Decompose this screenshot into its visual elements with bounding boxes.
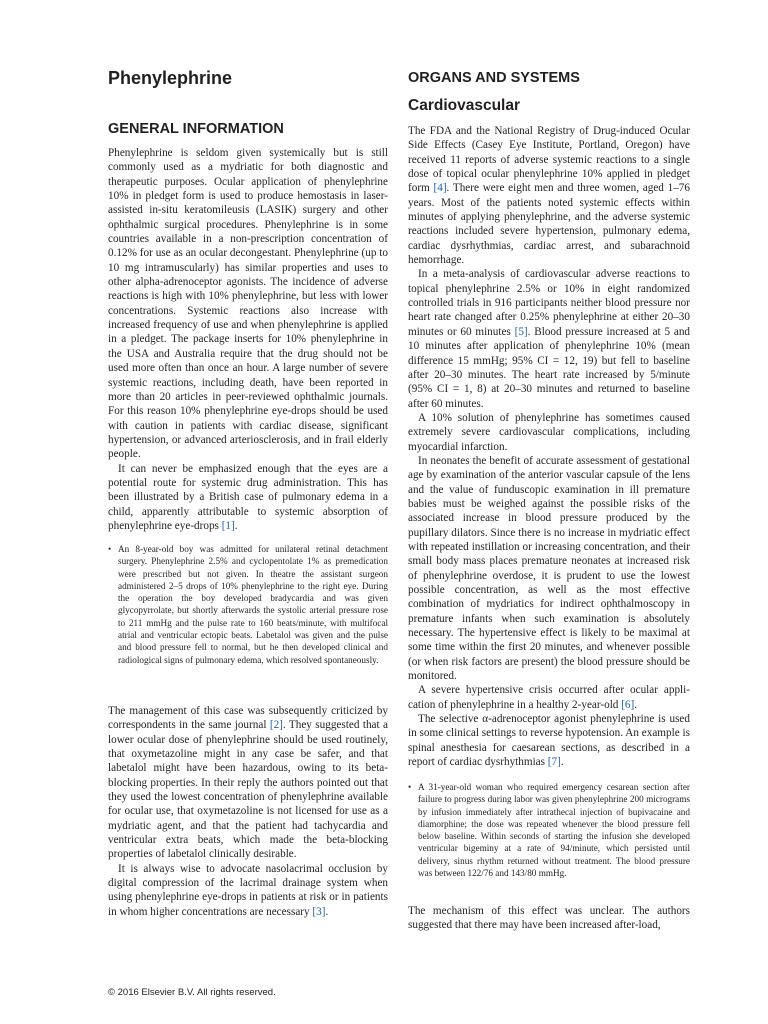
reference-link-1[interactable]: [1]: [221, 519, 235, 532]
drug-title: Phenylephrine: [108, 68, 233, 88]
reference-link-3[interactable]: [3]: [312, 905, 326, 918]
general-paragraph-3: The management of this case was subsequently criticized by correspondents in the same journal [2]. They suggested that a lower ocular dose of phenylephrine should be used routinely, that oxymetazoline might in any case be safer, and that labetalol might have been hazardous, owing to its beta-blocking properties. In their reply the authors pointed out that they used the lowest concentration of phenylephrine available for ocular use, that oxymetazoline is not licensed for use as a mydriatic agent, and that the patient had tachycardia and ventricular extra beats, which made the beta-blocking properties of labetalol clinically desirable.: [108, 705, 388, 861]
case-report-1-text: • An 8-year-old boy was admitted for unilateral retinal detachment surgery. Phenylephrine 2.5% and cyclopentolate 1% as premedication were prescribed but not given. In theatre the assistant surgeon administered 2–5 drops of 10% phenylephrine to the right eye. During the operation the boy developed bradycardia and was given glycopyrrolate, but shortly afterwards the systolic arterial pressure rose to 211 mmHg and the pulse rate to 160 beats/minute, with multifocal atrial and ventricular ectopic beats. Labetalol was given and the pulse and blood pressure fell to normal, but he then developed clinical and radiological signs of pulmonary edema, which resolved spontaneously.: [108, 544, 388, 665]
general-paragraph-1: Phenylephrine is seldom given systemically but is still commonly used as a mydriatic for both diagnostic and therapeutic purposes. Ocular application of phenylephrine 10% in pledget form is used to produce hemostasis in laser-assisted in-situ keratomileusis (LASIK) surgery and other ophthalmic surgical procedures. Phenylephrine is in some countries available in a non-prescription concentration of 0.12% for use as an ocular decongestant. Phenylephrine (up to 10 mg intramuscularly) has similar properties and uses to other alpha-adrenoceptor agonists. The incidence of adverse reactions is high with 10% phenylephrine, but less with lower concentrations. Systemic reactions also increase with increased frequency of use and when phenylephrine is applied in a pledget. The package inserts for 10% phenylephrine in the USA and Australia require that the drug should not be used more often than once an hour. A large number of severe systemic reactions, including death, have been reported in more than 20 articles in peer-reviewed ophthalmic journals. For this reason 10% phenylephrine eye-drops should be used with caution in patients with cardiac disease, significant hypertension, or advanced arteriosclerosis, and in frail elderly people.: [108, 147, 388, 461]
cardiovascular-subheading: Cardiovascular: [408, 97, 520, 114]
general-paragraph-2: It can never be emphasized enough that the eyes are a potential route for systemic drug administration. This has been illustrated by a British case of pulmonary edema in a child, apparently attributable to systemic absorption of phenylephrine eye-drops [1].: [108, 462, 388, 532]
case-report-1: [108, 543, 388, 666]
cardio-paragraph-2: In a meta-analysis of cardiovascular adverse reactions to topical phenylephrine 2.5% or 10% in eight randomized controlled trials in 916 participants neither blood pressure nor heart rate changed after 0.25% phenylephrine at either 20–30 minutes or 60 minutes [5]. Blood pressure increased at 5 and 10 minutes after application of phenylephrine 10% (mean difference 15 mmHg; 95% CI = 12, 19) but fell to baseline after 20–30 minutes. The heart rate increased by 5/minute (95% CI = 1, 8) at 20–30 minutes and returned to baseline after 60 minutes.: [408, 268, 691, 410]
general-information-heading: GENERAL INFORMATION: [108, 121, 284, 137]
reference-link-6[interactable]: [6]: [621, 698, 635, 711]
general-information-body-continued: [108, 704, 388, 919]
cardio-paragraph-4: In neonates the benefit of accurate assessment of gestational age by examination of the anterior vascular capsule of the lens and the value of funduscopic examination in ill premature babies must be weighed against the possible risks of the associated increase in blood pressure produced by the pupillary dilators. Since there is no increase in mydriatic effect with repeated instillation or increasing concentration, and their small body mass places premature neonates at increased risk of phenylephrine overdose, it is prudent to use the lowest possible concentration, as well as the most effective combination of mydriatics for indirect ophthalmoscopy in premature infants when such examination is absolutely necessary. The hypertensive effect is likely to be maximal at some time within the first 20 minutes, and whenever possible (or when risk factors are present) the blood pressure should be monitored.: [408, 454, 690, 683]
reference-link-7[interactable]: [7]: [547, 756, 561, 769]
bullet-icon: •: [408, 782, 412, 792]
cardio-paragraph-5: A severe hypertensive crisis occurred after ocular application of phenylephrine in a healthy 2-year-old [6].: [408, 684, 690, 711]
cardio-paragraph-1: The FDA and the National Registry of Drug-induced Ocular Side Effects (Casey Eye Institute, Portland, Oregon) have received 11 reports of adverse systemic reactions to a single dose of topical ocular phenylephrine 10% applied in pledget form [4]. There were eight men and three women, aged 1–76 years. Most of the patients noted systemic effects within minutes of applying phenylephrine, and the adverse systemic reactions included severe hypertension, pulmonary edema, cardiac dysrhythmias, cardiac arrest, and subarachnoid hemorrhage.: [408, 125, 690, 267]
general-information-body: [108, 146, 388, 533]
case-report-2: [408, 781, 690, 879]
organs-and-systems-heading: ORGANS AND SYSTEMS: [408, 70, 580, 86]
reference-link-4[interactable]: [4]: [433, 182, 447, 195]
reference-link-2[interactable]: [2]: [269, 719, 283, 732]
cardio-paragraph-3: A 10% solution of phenylephrine has sometimes caused extremely severe cardiovascular complications, including myocardial infarction.: [408, 411, 690, 453]
case-report-2-text: • A 31-year-old woman who required emergency cesarean section after failure to progress during labor was given phenylephrine 200 micrograms by infusion immediately after intrathecal injection of bupivacaine and diamorphine; the dose was repeated whenever the blood pressure fell below baseline. Within seconds of starting the infusion she developed ventricular bigeminy at a rate of 94/minute, which persisted until delivery, sinus rhythm returned without treatment. The blood pressure was between 122/76 and 143/80 mmHg.: [408, 782, 690, 879]
general-paragraph-4: It is always wise to advocate nasolacrimal occlusion by digital compression of the lacrimal drainage system when using phenylephrine eye-drops in patients at risk or in patients in whom higher concentrations are necessary [3].: [108, 862, 388, 918]
copyright-footer: © 2016 Elsevier B.V. All rights reserved.: [108, 987, 276, 998]
reference-link-5[interactable]: [5]: [514, 325, 528, 338]
cardiovascular-body-continued: [408, 904, 690, 933]
cardiovascular-body: [408, 124, 690, 769]
cardio-paragraph-6: The selective α-adrenoceptor agonist phenylephrine is used in some clinical settings to reverse hypotension. An example is spinal anesthesia for caesarean sections, as described in a report of cardiac dysrhythmias [7].: [408, 713, 690, 769]
cardio-paragraph-7: The mechanism of this effect was unclear. The authors suggested that there may have been increased after-load,: [408, 905, 690, 932]
bullet-icon: •: [108, 544, 112, 554]
